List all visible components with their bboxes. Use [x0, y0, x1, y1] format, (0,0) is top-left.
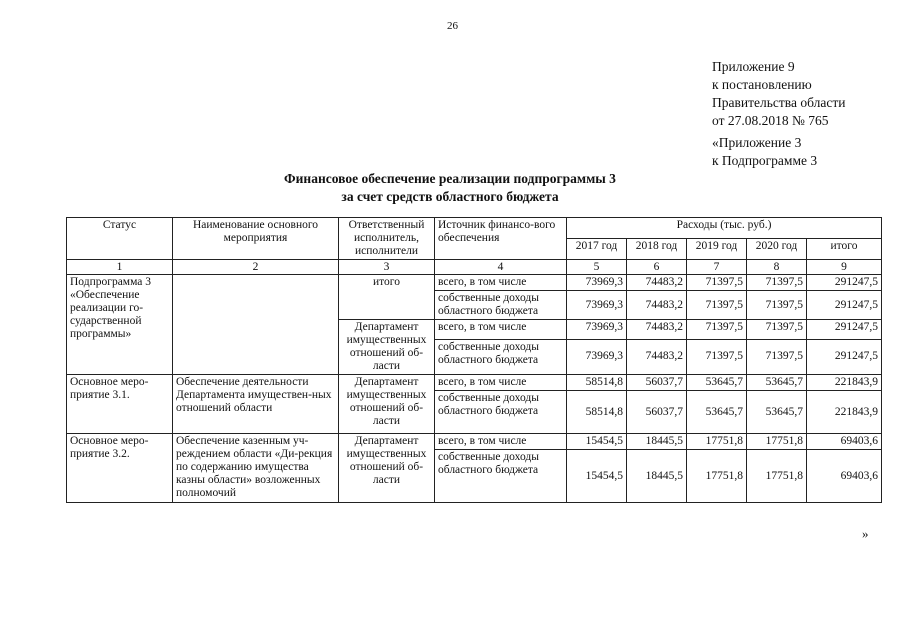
appendix-sub-line: к Подпрограмме 3	[712, 153, 818, 168]
header-name: Наименование основного мероприятия	[173, 218, 339, 260]
value-cell: 58514,8	[567, 375, 627, 391]
appendix-line: от 27.08.2018 № 765	[712, 113, 829, 128]
index-cell: 9	[807, 260, 882, 275]
header-year: 2017 год	[567, 239, 627, 260]
value-cell: 17751,8	[747, 434, 807, 450]
value-cell: 53645,7	[687, 391, 747, 434]
status-cell: Основное меро-приятие 3.2.	[67, 434, 173, 503]
value-cell: 53645,7	[687, 375, 747, 391]
value-cell: 17751,8	[687, 434, 747, 450]
value-cell: 71397,5	[687, 275, 747, 291]
value-cell: 71397,5	[687, 320, 747, 340]
value-cell: 71397,5	[747, 320, 807, 340]
value-cell: 18445,5	[627, 434, 687, 450]
table-row	[67, 275, 882, 291]
value-cell: 17751,8	[747, 450, 807, 503]
value-cell: 291247,5	[807, 275, 882, 291]
value-cell: 17751,8	[687, 450, 747, 503]
index-cell: 3	[339, 260, 435, 275]
name-cell: Обеспечение деятельности Департамента имуществен-ных отношений области	[173, 375, 339, 434]
title-line: Финансовое обеспечение реализации подпрограммы 3	[284, 171, 616, 186]
index-row	[67, 260, 882, 275]
source-cell: собственные доходы областного бюджета	[435, 450, 567, 503]
value-cell: 71397,5	[747, 291, 807, 320]
appendix-line: Приложение 9	[712, 59, 795, 74]
header-year: 2020 год	[747, 239, 807, 260]
header-source: Источник финансо-вого обеспечения	[435, 218, 567, 260]
value-cell: 74483,2	[627, 320, 687, 340]
source-cell: всего, в том числе	[435, 275, 567, 291]
responsible-cell: Департамент имущественных отношений об-ласти	[339, 320, 435, 375]
document-title	[200, 170, 700, 206]
value-cell: 74483,2	[627, 275, 687, 291]
header-year: 2018 год	[627, 239, 687, 260]
value-cell: 71397,5	[747, 339, 807, 374]
value-cell: 291247,5	[807, 291, 882, 320]
source-cell: собственные доходы областного бюджета	[435, 291, 567, 320]
value-cell: 73969,3	[567, 339, 627, 374]
value-cell: 69403,6	[807, 450, 882, 503]
page-number: 26	[447, 20, 458, 32]
appendix-sub-block	[712, 134, 817, 170]
value-cell: 69403,6	[807, 434, 882, 450]
index-cell: 7	[687, 260, 747, 275]
value-cell: 221843,9	[807, 391, 882, 434]
value-cell: 18445,5	[627, 450, 687, 503]
appendix-line: к постановлению	[712, 77, 812, 92]
value-cell: 291247,5	[807, 339, 882, 374]
index-cell: 5	[567, 260, 627, 275]
value-cell: 221843,9	[807, 375, 882, 391]
value-cell: 56037,7	[627, 391, 687, 434]
source-cell: собственные доходы областного бюджета	[435, 339, 567, 374]
value-cell: 74483,2	[627, 339, 687, 374]
index-cell: 6	[627, 260, 687, 275]
table-row	[67, 375, 882, 391]
responsible-cell: Департамент имущественных отношений об-ласти	[339, 434, 435, 503]
responsible-cell: Департамент имущественных отношений об-ласти	[339, 375, 435, 434]
responsible-cell: итого	[339, 275, 435, 320]
value-cell: 53645,7	[747, 391, 807, 434]
header-responsible: Ответственный исполнитель, исполнители	[339, 218, 435, 260]
value-cell: 73969,3	[567, 275, 627, 291]
value-cell: 73969,3	[567, 291, 627, 320]
table-row	[67, 434, 882, 450]
source-cell: всего, в том числе	[435, 434, 567, 450]
closing-quote: »	[862, 526, 869, 541]
header-year: 2019 год	[687, 239, 747, 260]
name-cell: Обеспечение казенным уч-реждением области «Ди-рекция по содержанию имущества казны области» возложенных полномочий	[173, 434, 339, 503]
appendix-line: Правительства области	[712, 95, 846, 110]
appendix-sub-line: «Приложение 3	[712, 135, 802, 150]
name-cell	[173, 275, 339, 375]
index-cell: 8	[747, 260, 807, 275]
value-cell: 53645,7	[747, 375, 807, 391]
value-cell: 56037,7	[627, 375, 687, 391]
header-status: Статус	[67, 218, 173, 260]
index-cell: 1	[67, 260, 173, 275]
value-cell: 71397,5	[747, 275, 807, 291]
header-total: итого	[807, 239, 882, 260]
source-cell: всего, в том числе	[435, 320, 567, 340]
status-cell: Подпрограмма 3 «Обеспечение реализации го-сударственной программы»	[67, 275, 173, 375]
header-expenses: Расходы (тыс. руб.)	[567, 218, 882, 239]
value-cell: 291247,5	[807, 320, 882, 340]
title-line: за счет средств областного бюджета	[341, 189, 559, 204]
value-cell: 58514,8	[567, 391, 627, 434]
index-cell: 4	[435, 260, 567, 275]
value-cell: 73969,3	[567, 320, 627, 340]
value-cell: 15454,5	[567, 450, 627, 503]
appendix-block	[712, 58, 845, 130]
financing-table	[66, 217, 882, 503]
value-cell: 71397,5	[687, 339, 747, 374]
index-cell: 2	[173, 260, 339, 275]
source-cell: собственные доходы областного бюджета	[435, 391, 567, 434]
status-cell: Основное меро-приятие 3.1.	[67, 375, 173, 434]
source-cell: всего, в том числе	[435, 375, 567, 391]
value-cell: 74483,2	[627, 291, 687, 320]
value-cell: 71397,5	[687, 291, 747, 320]
value-cell: 15454,5	[567, 434, 627, 450]
header-row	[67, 218, 882, 239]
